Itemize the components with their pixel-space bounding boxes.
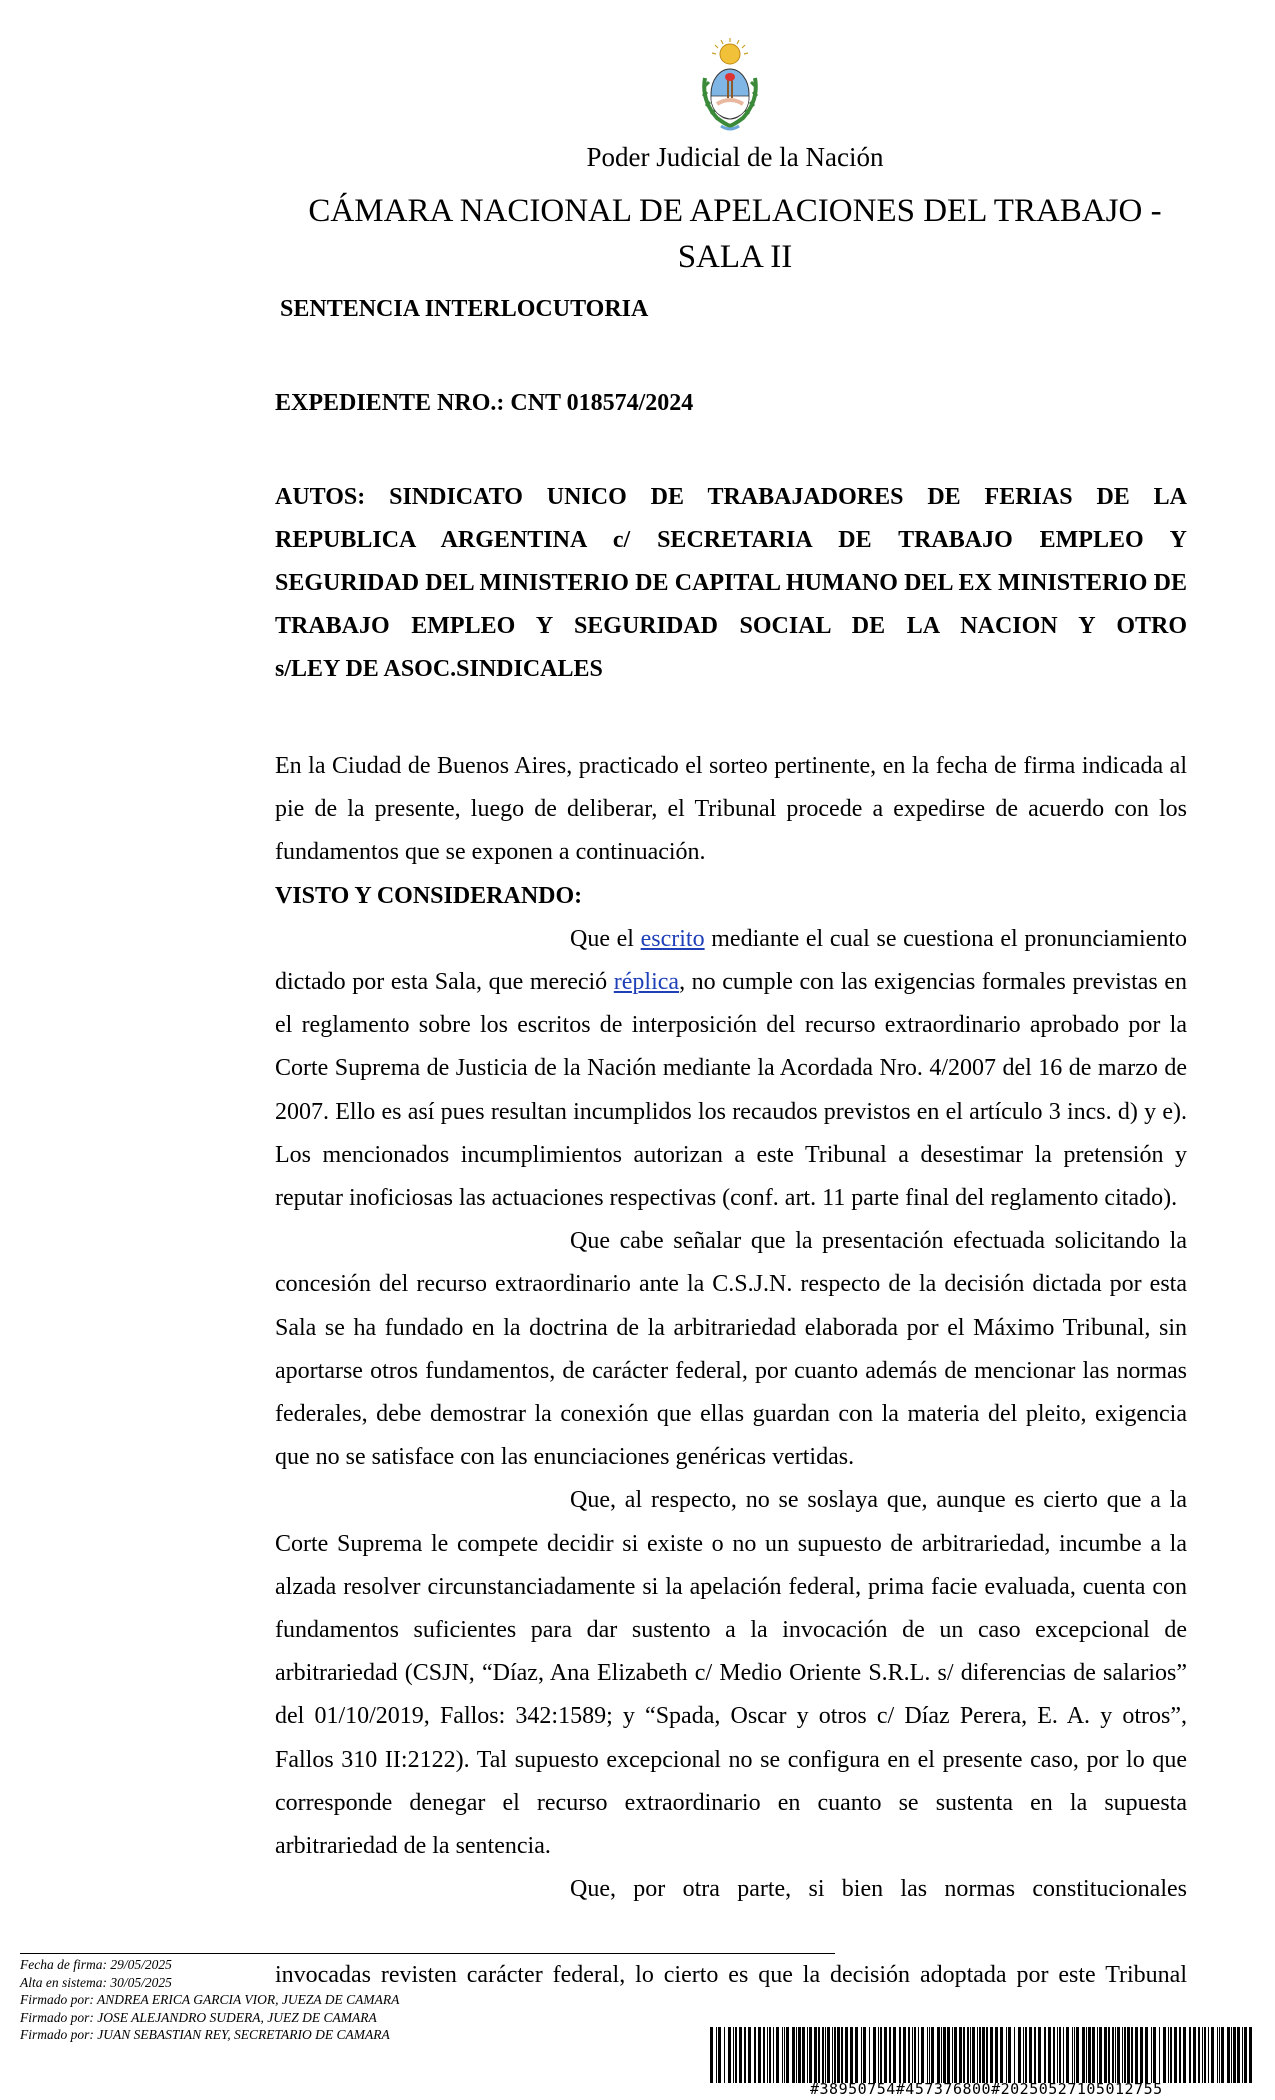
barcode-bar <box>728 2027 731 2083</box>
barcode-bar <box>818 2027 820 2083</box>
barcode-bar <box>748 2027 751 2083</box>
barcode-bar <box>1193 2027 1196 2083</box>
barcode-bar <box>1063 2027 1064 2083</box>
barcode-bar <box>1057 2027 1058 2083</box>
court-name: CÁMARA NACIONAL DE APELACIONES DEL TRABAJO - SALA II <box>308 193 1162 275</box>
barcode-bar <box>814 2027 817 2083</box>
barcode-bar <box>1025 2027 1027 2083</box>
barcode-bar <box>1014 2027 1015 2083</box>
barcode-bar <box>1117 2027 1120 2083</box>
barcode-bar <box>912 2027 913 2083</box>
barcode-bar <box>1244 2027 1247 2083</box>
barcode-bar <box>1092 2027 1095 2083</box>
barcode-bar <box>954 2027 957 2083</box>
paragraph-4-continuation: invocadas revisten carácter federal, lo cierto es que la decisión adoptada por este Tribunal <box>275 1962 1187 1988</box>
barcode-bar <box>1066 2027 1069 2083</box>
document-type: SENTENCIA INTERLOCUTORIA <box>280 296 649 322</box>
barcode-bar <box>1097 2027 1098 2083</box>
barcode-bar <box>990 2027 993 2083</box>
intro-paragraph: En la Ciudad de Buenos Aires, practicado el sorteo pertinente, en la fecha de firma indicada al pie de la presente, luego de deliberar, el Tribunal procede a expedirse de acuerdo con los fundamentos que se exponen a continuación. <box>275 753 1187 866</box>
barcode-bar <box>908 2027 910 2083</box>
barcode-bar <box>1183 2027 1186 2083</box>
barcode-bar <box>784 2027 785 2083</box>
paragraph-1-part-a: Que el <box>570 925 641 952</box>
autos-main-text: AUTOS: SINDICATO UNICO DE TRABAJADORES DE FERIAS DE LA REPUBLICA ARGENTINA c/ SECRETARIA DE TRABAJO EMPLEO Y SEGURIDAD DEL MINISTERIO DE CAPITAL HUMANO DEL EX MINISTERIO DE TRABAJO EMPLEO Y SEGURIDAD SOCIAL DE LA NACION Y OTRO <box>275 484 1187 639</box>
barcode-bar <box>1127 2027 1130 2083</box>
barcode-bar <box>1221 2027 1224 2083</box>
barcode-bar <box>970 2027 971 2083</box>
barcode-bar <box>807 2027 808 2083</box>
barcode-bar <box>1112 2027 1114 2083</box>
paragraph-1 <box>275 918 1187 1220</box>
barcode-bar <box>773 2027 774 2083</box>
barcode-bar <box>1034 2027 1036 2083</box>
barcode-bar <box>884 2027 887 2083</box>
barcode-bar <box>1048 2027 1051 2083</box>
barcode-bar <box>710 2027 713 2083</box>
barcode-bar <box>1231 2027 1232 2083</box>
barcode-bar <box>1044 2027 1046 2083</box>
signer-3: Firmado por: JUAN SEBASTIAN REY, SECRETARIO DE CAMARA <box>20 2027 390 2043</box>
barcode-bar <box>744 2027 746 2083</box>
barcode-bar <box>995 2027 998 2083</box>
barcode-bar <box>1159 2027 1160 2083</box>
barcode-bar <box>1082 2027 1085 2083</box>
barcode-bar <box>861 2027 862 2083</box>
barcode-bar <box>827 2027 830 2083</box>
organization-name: Poder Judicial de la Nación <box>586 142 884 172</box>
barcode-bar <box>855 2027 858 2083</box>
barcode-bar <box>739 2027 742 2083</box>
barcode-bar <box>937 2027 940 2083</box>
barcode-bar <box>931 2027 934 2083</box>
barcode-bar <box>733 2027 734 2083</box>
barcode-bar <box>786 2027 789 2083</box>
barcode-bar <box>809 2027 812 2083</box>
barcode-bar <box>1131 2027 1133 2083</box>
barcode-bar <box>1198 2027 1200 2083</box>
fecha-firma: Fecha de firma: 29/05/2025 <box>20 1957 172 1972</box>
barcode-bar <box>1053 2027 1055 2083</box>
barcode-bar <box>927 2027 928 2083</box>
barcode-bar <box>850 2027 853 2083</box>
barcode-bar <box>1099 2027 1102 2083</box>
barcode-bar <box>1237 2027 1240 2083</box>
barcode-bar <box>947 2027 950 2083</box>
barcode-bar <box>1140 2027 1143 2083</box>
barcode-bar <box>977 2027 978 2083</box>
barcode-bar <box>1074 2027 1075 2083</box>
barcode-bar <box>1008 2027 1011 2083</box>
barcode-bar <box>921 2027 924 2083</box>
barcode-bar <box>754 2027 756 2083</box>
barcode-bar <box>1208 2027 1209 2083</box>
barcode-bar <box>869 2027 870 2083</box>
barcode-bar <box>1124 2027 1126 2083</box>
barcode-bar <box>798 2027 801 2083</box>
barcode-bar <box>1145 2027 1148 2083</box>
barcode-bar <box>899 2027 901 2083</box>
barcode-bar <box>1006 2027 1007 2083</box>
barcode-bar <box>1170 2027 1172 2083</box>
barcode-bar <box>1029 2027 1032 2083</box>
barcode-bar <box>1059 2027 1061 2083</box>
barcode-bar <box>802 2027 805 2083</box>
national-coat-of-arms-icon <box>697 38 763 134</box>
barcode-bar <box>943 2027 946 2083</box>
autos-tail-text: s/LEY DE ASOC.SINDICALES <box>275 656 603 682</box>
barcode-bar <box>914 2027 916 2083</box>
document-barcode <box>710 2027 1255 2083</box>
barcode-bar <box>1202 2027 1203 2083</box>
barcode-bar <box>796 2027 797 2083</box>
barcode-bar <box>889 2027 891 2083</box>
barcode-bar <box>863 2027 866 2083</box>
barcode-bar <box>776 2027 779 2083</box>
barcode-bar <box>1072 2027 1073 2083</box>
barcode-bar <box>1023 2027 1024 2083</box>
barcode-bar <box>880 2027 882 2083</box>
barcode-bar <box>986 2027 988 2083</box>
signer-2: Firmado por: JOSE ALEJANDRO SUDERA, JUEZ DE CAMARA <box>20 2009 377 2025</box>
visto-heading: VISTO Y CONSIDERANDO: <box>275 882 583 909</box>
barcode-bar <box>972 2027 975 2083</box>
alta-sistema: Alta en sistema: 30/05/2025 <box>20 1974 172 1990</box>
barcode-bar <box>825 2027 826 2083</box>
barcode-bar <box>952 2027 953 2083</box>
barcode-bar <box>1217 2027 1218 2083</box>
barcode-bar <box>769 2027 771 2083</box>
barcode-bar <box>1086 2027 1087 2083</box>
signer-1: Firmado por: ANDREA ERICA GARCIA VIOR, JUEZA DE CAMARA <box>20 1992 400 2008</box>
barcode-bar <box>873 2027 876 2083</box>
barcode-bar <box>758 2027 761 2083</box>
barcode-bar <box>845 2027 848 2083</box>
barcode-bar <box>1122 2027 1123 2083</box>
barcode-bar <box>841 2027 843 2083</box>
barcode-bar <box>1242 2027 1243 2083</box>
barcode-bar <box>1219 2027 1220 2083</box>
barcode-bar <box>918 2027 919 2083</box>
barcode-bar <box>903 2027 906 2083</box>
escrito-link[interactable]: escrito <box>640 925 705 952</box>
barcode-bar <box>1088 2027 1091 2083</box>
barcode-bar <box>979 2027 981 2083</box>
barcode-bar <box>1076 2027 1079 2083</box>
barcode-bar <box>878 2027 879 2083</box>
autos-caption <box>275 476 1187 691</box>
barcode-bar <box>967 2027 969 2083</box>
barcode-bar <box>832 2027 833 2083</box>
barcode-bar <box>1018 2027 1021 2083</box>
barcode-bar <box>1174 2027 1177 2083</box>
barcode-bar <box>1135 2027 1138 2083</box>
barcode-bar <box>893 2027 896 2083</box>
replica-link[interactable]: réplica <box>613 969 680 996</box>
barcode-bar <box>1038 2027 1041 2083</box>
barcode-bar <box>1108 2027 1110 2083</box>
paragraph-4-first-line: Que, por otra parte, si bien las normas constitucionales <box>570 1876 1187 1903</box>
paragraph-1-part-c: , no cumple con las exigencias formales previstas en el reglamento sobre los escritos de interposición del recurso extraordinario aprobado por la Corte Suprema de Justicia de la Nación mediante la Acordada Nro. 4/2007 del 16 de marzo de 2007. Ello es así pues resultan incumplidos los recaudos previstos en el artículo 3 incs. d) y e). Los mencionados incumplimientos autorizan a este Tribunal a desestimar la pretensión y reputar inoficiosas las actuaciones respectivas (conf. art. 11 parte final del reglamento citado). <box>275 969 1188 1212</box>
barcode-bar <box>837 2027 840 2083</box>
document-body <box>275 745 1187 1911</box>
barcode-bar <box>735 2027 737 2083</box>
barcode-bar <box>1153 2027 1156 2083</box>
barcode-bar <box>716 2027 717 2083</box>
barcode-bar <box>1227 2027 1230 2083</box>
barcode-bar <box>1204 2027 1206 2083</box>
barcode-bar <box>1104 2027 1107 2083</box>
barcode-bar <box>929 2027 930 2083</box>
barcode-bar <box>1233 2027 1236 2083</box>
barcode-bar <box>724 2027 725 2083</box>
barcode-bar <box>822 2027 824 2083</box>
barcode-bar <box>1189 2027 1191 2083</box>
expediente-number: EXPEDIENTE NRO.: CNT 018574/2024 <box>275 390 694 416</box>
barcode-bar <box>767 2027 768 2083</box>
barcode-bar <box>1163 2027 1166 2083</box>
barcode-bar <box>1211 2027 1214 2083</box>
barcode-bar <box>782 2027 783 2083</box>
barcode-bar <box>834 2027 836 2083</box>
barcode-bar <box>959 2027 962 2083</box>
barcode-bar <box>1179 2027 1181 2083</box>
barcode-bar <box>1168 2027 1169 2083</box>
barcode-bar <box>763 2027 765 2083</box>
barcode-bar <box>1115 2027 1116 2083</box>
barcode-bar <box>963 2027 965 2083</box>
barcode-bar <box>792 2027 795 2083</box>
barcode-bar <box>1000 2027 1003 2083</box>
paragraph-2: Que cabe señalar que la presentación efectuada solicitando la concesión del recurso extraordinario ante la C.S.J.N. respecto de la decisión dictada por esta Sala se ha fundado en la doctrina de la arbitrariedad elaborada por el Máximo Tribunal, sin aportarse otros fundamentos, de carácter federal, por cuanto además de mencionar las normas federales, debe demostrar la conexión que ellas guardan con la materia del pleito, exigencia que no se satisface con las enunciaciones genéricas vertidas. <box>275 1228 1187 1471</box>
barcode-bar <box>941 2027 942 2083</box>
paragraph-1-part-b: mediante el cual se cuestiona el pronunciamiento dictado por esta Sala, que mereció <box>275 925 1187 996</box>
barcode-bar <box>718 2027 721 2083</box>
paragraph-3: Que, al respecto, no se soslaya que, aunque es cierto que a la Corte Suprema le compete decidir si existe o no un supuesto de arbitrariedad, incumbe a la alzada resolver circunstanciadamente si la apelación federal, prima facie evaluada, cuenta con fundamentos suficientes para dar sustento a la invocación de un caso excepcional de arbitrariedad (CSJN, “Díaz, Ana Elizabeth c/ Medio Oriente S.R.L. s/ diferencias de salarios” del 01/10/2019, Fallos: 342:1589; y “Spada, Oscar y otros c/ Díaz Perera, E. A. y otros”, Fallos 310 II:2122). Tal supuesto excepcional no se configura en el presente caso, por lo que corresponde denegar el recurso extraordinario en cuanto se sustenta en la supuesta arbitrariedad de la sentencia. <box>275 1487 1187 1860</box>
barcode-bar <box>1249 2027 1252 2083</box>
barcode-bar <box>1151 2027 1152 2083</box>
barcode-number: #38950754#457376800#20250527105012755 <box>810 2080 1163 2098</box>
barcode-bar <box>982 2027 985 2083</box>
